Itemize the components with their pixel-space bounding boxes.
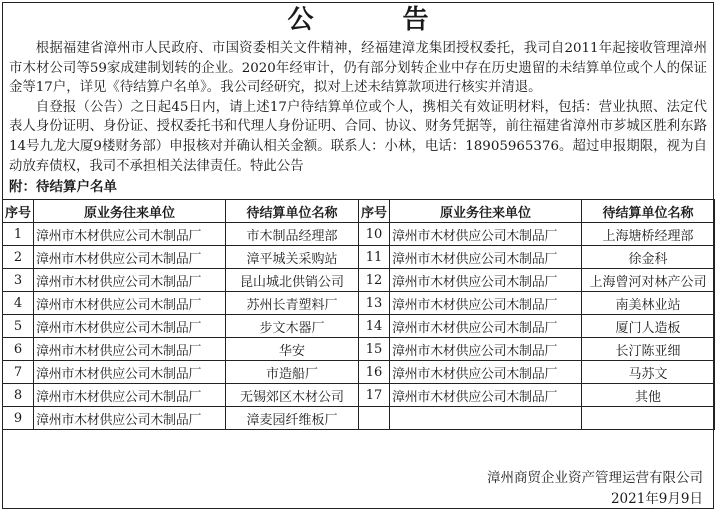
table-row: [3, 292, 715, 315]
notice-title: 公 告: [287, 5, 469, 35]
original-unit: 漳州市木材供应公司木制品厂: [34, 338, 226, 361]
settlement-name: 无锡郊区木材公司: [226, 384, 359, 407]
table-row: [3, 315, 715, 338]
table-body: [3, 223, 715, 430]
row-number: 7: [3, 361, 34, 384]
table-row: [3, 269, 715, 292]
settlement-name: 苏州长青塑料厂: [226, 292, 359, 315]
settlement-name: 华安: [226, 338, 359, 361]
settlement-name: 上海塘桥经理部: [582, 223, 715, 246]
settlement-name: 漳麦园纤维板厂: [226, 407, 359, 430]
row-number: 17: [359, 384, 390, 407]
table-row: [3, 361, 715, 384]
original-unit: 漳州市木材供应公司木制品厂: [390, 315, 582, 338]
row-number: 9: [3, 407, 34, 430]
header-unit-right: 原业务往来单位: [390, 200, 582, 223]
attachment-title: 附：待结算户名单: [9, 179, 117, 196]
table-row: [3, 384, 715, 407]
settlement-name: [582, 407, 715, 430]
original-unit: 漳州市木材供应公司木制品厂: [390, 338, 582, 361]
original-unit: 漳州市木材供应公司木制品厂: [34, 361, 226, 384]
row-number: 12: [359, 269, 390, 292]
row-number: 5: [3, 315, 34, 338]
original-unit: 漳州市木材供应公司木制品厂: [390, 292, 582, 315]
settlement-name: 漳平城关采购站: [226, 246, 359, 269]
row-number: 2: [3, 246, 34, 269]
settlement-name: 上海曾河对林产公司: [582, 269, 715, 292]
row-number: 16: [359, 361, 390, 384]
issue-date: 2021年9月9日: [610, 491, 703, 507]
original-unit: 漳州市木材供应公司木制品厂: [34, 269, 226, 292]
row-number: 14: [359, 315, 390, 338]
row-number: 1: [3, 223, 34, 246]
settlement-name: 徐金科: [582, 246, 715, 269]
notice-paragraph-1: 根据福建省漳州市人民政府、市国资委相关文件精神，经福建漳龙集团授权委托，我司自2011年起接收管理漳州市木材公司等59家成建制划转的企业。2020年经审计，仍有部分划转企业中存在历史遗留的未结算单位或个人的保证金等17户，详见《待结算户名单》。我公司经研究，拟对上述未结算款项进行核实并清退。: [9, 41, 707, 96]
header-unit-left: 原业务往来单位: [34, 200, 226, 223]
header-name-right: 待结算单位名称: [582, 200, 715, 223]
row-number: 8: [3, 384, 34, 407]
table-header-row: [3, 200, 715, 223]
original-unit: 漳州市木材供应公司木制品厂: [390, 246, 582, 269]
settlement-name: 其他: [582, 384, 715, 407]
settlement-table: [2, 199, 715, 430]
row-number: 6: [3, 338, 34, 361]
settlement-name: 市木制品经理部: [226, 223, 359, 246]
original-unit: 漳州市木材供应公司木制品厂: [34, 292, 226, 315]
settlement-name: 马苏文: [582, 361, 715, 384]
row-number: [359, 407, 390, 430]
settlement-name: 步文木器厂: [226, 315, 359, 338]
original-unit: 漳州市木材供应公司木制品厂: [390, 223, 582, 246]
settlement-name: 南美林业站: [582, 292, 715, 315]
original-unit: 漳州市木材供应公司木制品厂: [34, 315, 226, 338]
table-row: [3, 407, 715, 430]
settlement-name: 昆山城北供销公司: [226, 269, 359, 292]
notice-panel: [2, 2, 714, 509]
original-unit: 漳州市木材供应公司木制品厂: [34, 246, 226, 269]
header-no-right: 序号: [359, 200, 390, 223]
row-number: 3: [3, 269, 34, 292]
issuer-company: 漳州商贸企业资产管理运营有限公司: [487, 470, 703, 486]
settlement-name: 长汀陈亚细: [582, 338, 715, 361]
original-unit: 漳州市木材供应公司木制品厂: [34, 407, 226, 430]
settlement-name: 厦门人造板: [582, 315, 715, 338]
settlement-name: 市造船厂: [226, 361, 359, 384]
row-number: 13: [359, 292, 390, 315]
original-unit: 漳州市木材供应公司木制品厂: [390, 269, 582, 292]
original-unit: [390, 407, 582, 430]
row-number: 4: [3, 292, 34, 315]
original-unit: 漳州市木材供应公司木制品厂: [34, 223, 226, 246]
original-unit: 漳州市木材供应公司木制品厂: [390, 361, 582, 384]
row-number: 10: [359, 223, 390, 246]
header-no-left: 序号: [3, 200, 34, 223]
table-row: [3, 223, 715, 246]
original-unit: 漳州市木材供应公司木制品厂: [390, 384, 582, 407]
header-name-left: 待结算单位名称: [226, 200, 359, 223]
table-row: [3, 246, 715, 269]
row-number: 11: [359, 246, 390, 269]
notice-paragraph-2: 自登报（公告）之日起45日内，请上述17户待结算单位或个人，携相关有效证明材料，包括：营业执照、法定代表人身份证明、身份证、授权委托书和代理人身份证明、合同、协议、财务凭据等，前往福建省漳州市芗城区胜利东路14号九龙大厦9楼财务部）申报核对并确认相关金额。联系人：小林，电话：18905965376。超过申报期限，视为自动放弃债权，我司不承担相关法律责任。特此公告: [9, 99, 707, 174]
table-row: [3, 338, 715, 361]
row-number: 15: [359, 338, 390, 361]
original-unit: 漳州市木材供应公司木制品厂: [34, 384, 226, 407]
